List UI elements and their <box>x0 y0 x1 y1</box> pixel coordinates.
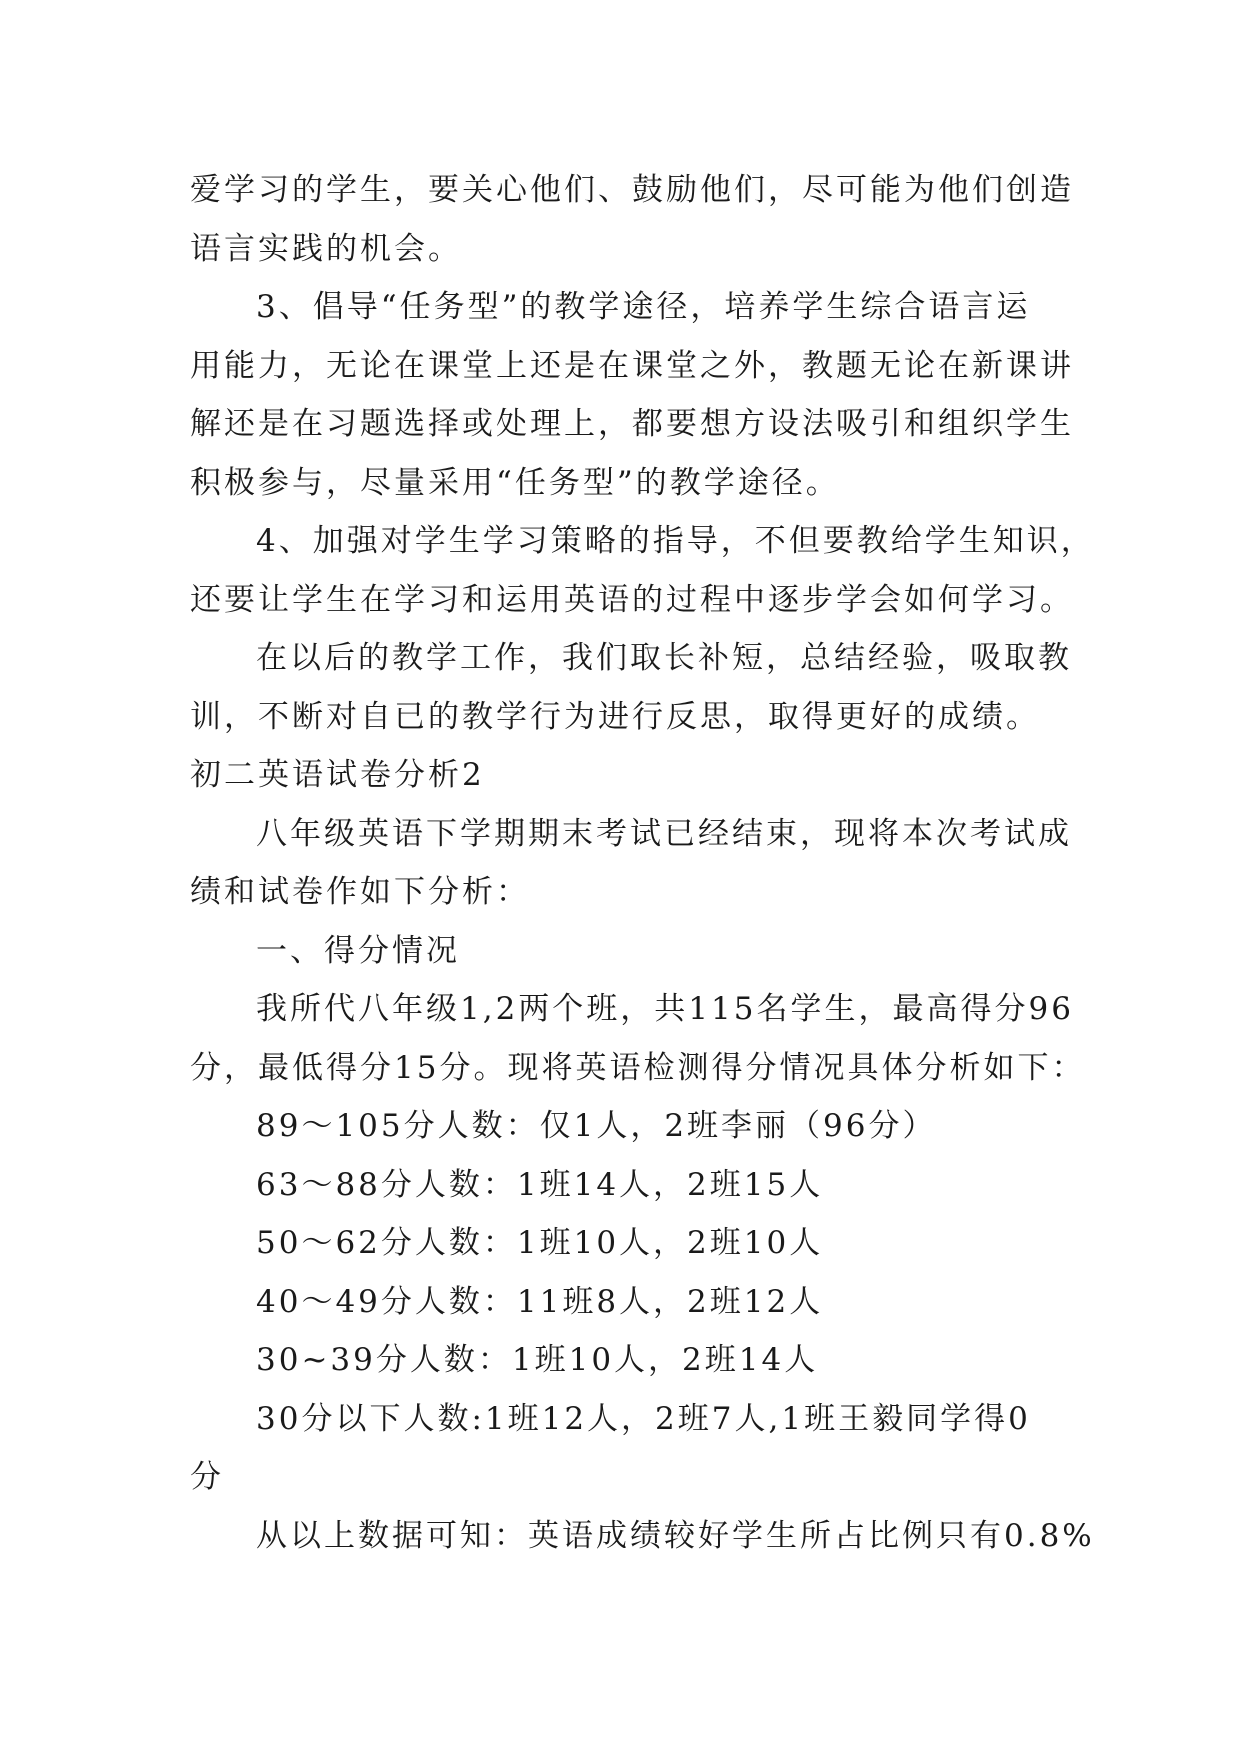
score-range-line: 30分以下人数:1班12人，2班7人,1班王毅同学得0 <box>256 1400 1031 1437</box>
text-line: 爱学习的学生，要关心他们、鼓励他们，尽可能为他们创造 <box>190 172 1074 208</box>
text-line: 训，不断对自已的教学行为进行反思，取得更好的成绩。 <box>190 698 1040 735</box>
text-line: 八年级英语下学期期末考试已经结束，现将本次考试成 <box>256 815 1072 852</box>
text-line: 3、倡导“任务型”的教学途径，培养学生综合语言运 <box>256 289 1031 325</box>
text-line: 积极参与，尽量采用“任务型”的教学途径。 <box>190 464 840 501</box>
text-line: 解还是在习题选择或处理上，都要想方设法吸引和组织学生 <box>190 406 1074 442</box>
score-range-line: 30~39分人数：1班10人，2班14人 <box>256 1342 819 1378</box>
score-range-line: 50～62分人数：1班10人，2班10人 <box>256 1225 824 1261</box>
text-line: 绩和试卷作如下分析： <box>190 874 530 910</box>
score-range-line: 40～49分人数：11班8人，2班12人 <box>256 1283 824 1320</box>
text-line: 从以上数据可知：英语成绩较好学生所占比例只有0.8% <box>256 1517 1095 1554</box>
subsection-heading: 一、得分情况 <box>256 932 460 969</box>
score-range-line: 63～88分人数：1班14人，2班15人 <box>256 1166 824 1203</box>
section-heading: 初二英语试卷分析2 <box>190 757 485 793</box>
text-line: 4、加强对学生学习策略的指导，不但要教给学生知识， <box>256 523 1095 559</box>
text-line: 在以后的教学工作，我们取长补短，总结经验，吸取教 <box>256 640 1072 676</box>
score-range-line: 89～105分人数：仅1人，2班李丽（96分） <box>256 1108 937 1144</box>
text-line: 用能力，无论在课堂上还是在课堂之外，教题无论在新课讲 <box>190 347 1074 384</box>
text-line: 我所代八年级1,2两个班，共115名学生，最高得分96 <box>256 991 1074 1027</box>
text-line: 分，最低得分15分。现将英语检测得分情况具体分析如下： <box>190 1049 1086 1086</box>
text-line: 语言实践的机会。 <box>190 230 462 267</box>
text-line: 还要让学生在学习和运用英语的过程中逐步学会如何学习。 <box>190 581 1074 618</box>
text-line: 分 <box>190 1459 224 1495</box>
document-body <box>190 161 1095 1565</box>
